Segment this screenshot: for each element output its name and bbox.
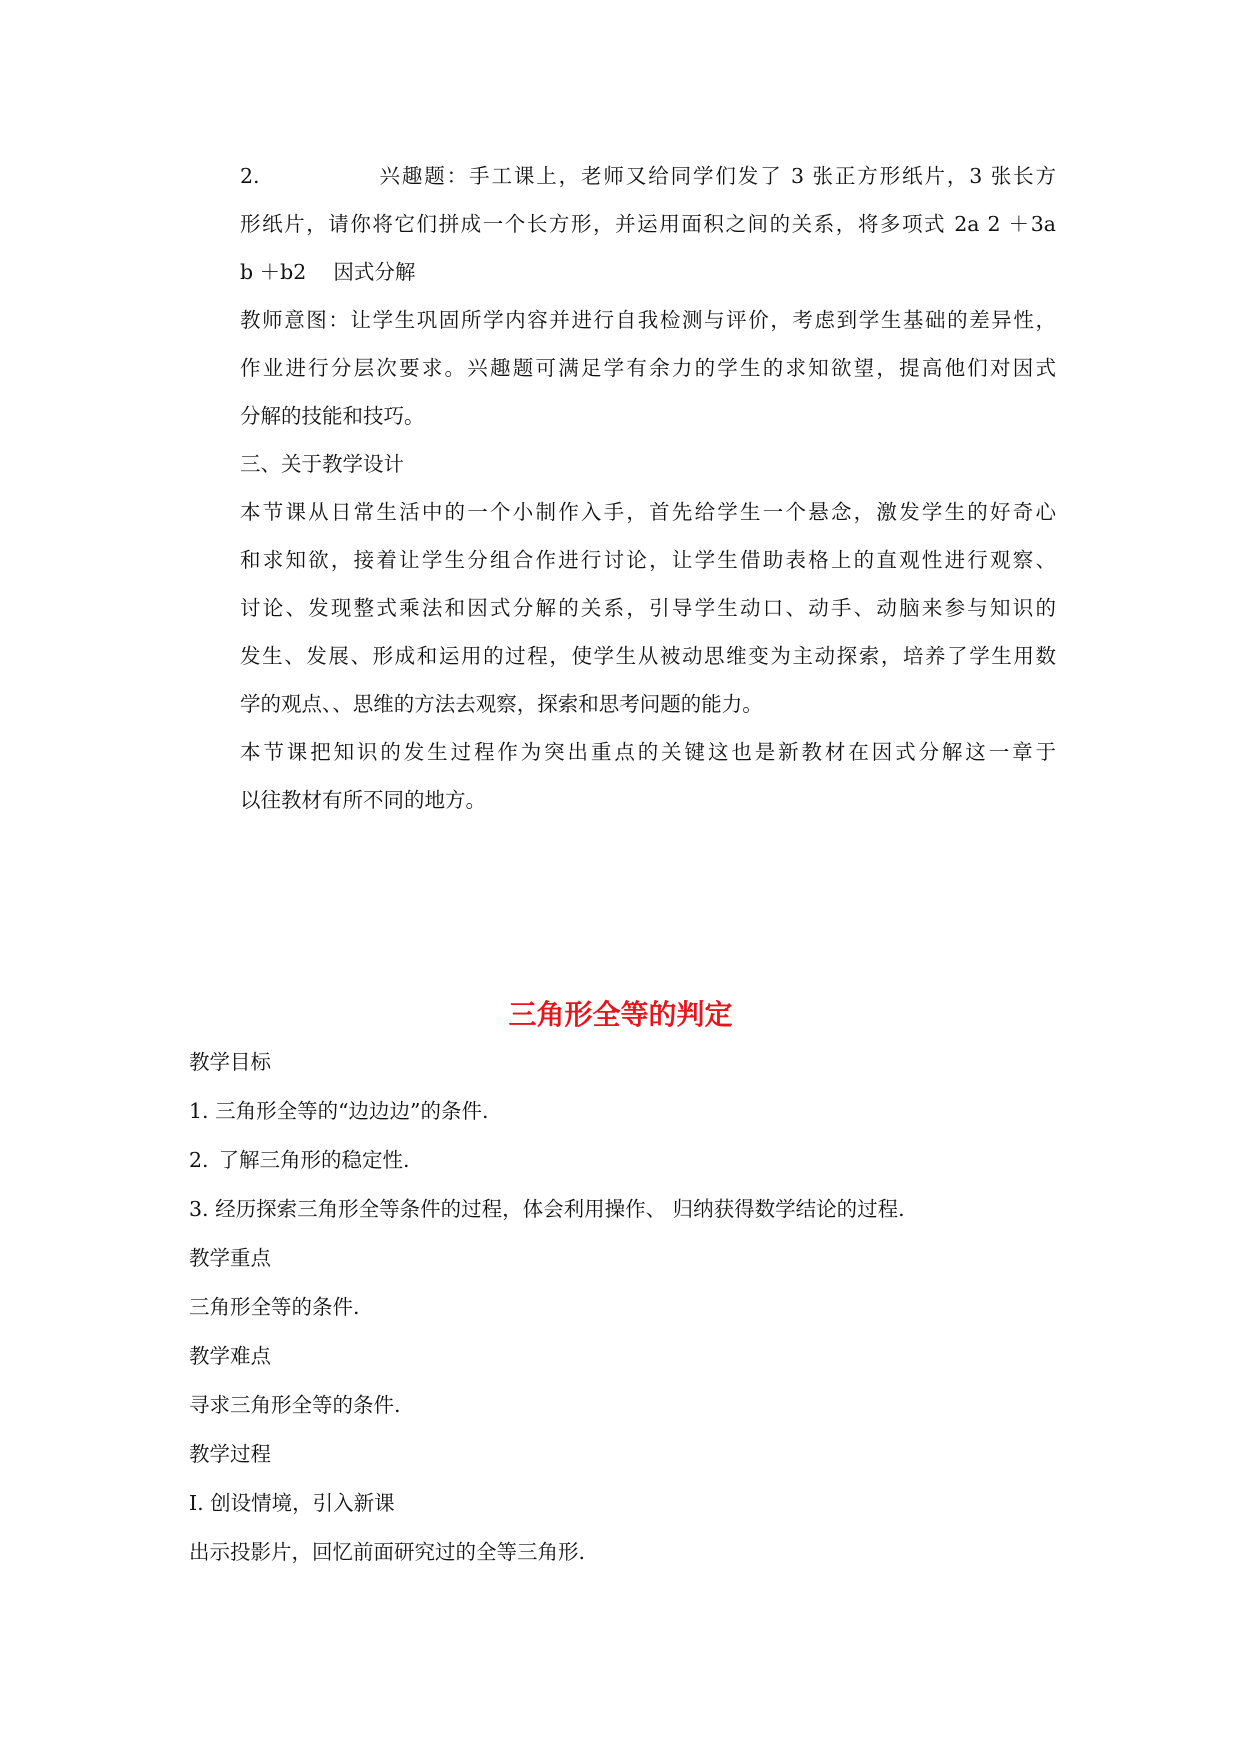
goal-1: 1. 三角形全等的“边边边”的条件. <box>189 1099 489 1123</box>
process-heading: 教学过程 <box>189 1442 271 1466</box>
step-1-heading: Ⅰ. 创设情境，引入新课 <box>189 1491 395 1515</box>
teacher-intent-line2: 作业进行分层次要求。兴趣题可满足学有余力的学生的求知欲望，提高他们对因式 <box>240 356 1056 380</box>
item2-line1 <box>240 162 1056 190</box>
item2-line3: b ＋b2 因式分解 <box>240 260 416 284</box>
para1-line5: 学的观点、、思维的方法去观察，探索和思考问题的能力。 <box>240 692 763 716</box>
item2-text: 兴趣题：手工课上，老师又给同学们发了 3 张正方形纸片，3 张长方 <box>377 164 1056 188</box>
para1-line2: 和求知欲，接着让学生分组合作进行讨论，让学生借助表格上的直观性进行观察、 <box>240 548 1056 572</box>
goals-heading: 教学目标 <box>189 1050 271 1074</box>
goal-3: 3. 经历探索三角形全等条件的过程，体会利用操作、 归纳获得数学结论的过程. <box>189 1197 905 1221</box>
item2-number: 2. <box>240 164 260 188</box>
para1-line4: 发生、发展、形成和运用的过程，使学生从被动思维变为主动探索，培养了学生用数 <box>240 644 1056 668</box>
key-heading: 教学重点 <box>189 1246 271 1270</box>
goal-2 <box>189 1146 410 1174</box>
para2-line2: 以往教材有所不同的地方。 <box>240 788 486 812</box>
teacher-intent-line3: 分解的技能和技巧。 <box>240 404 425 428</box>
difficult-heading: 教学难点 <box>189 1344 271 1368</box>
page-title: 三角形全等的判定 <box>508 998 733 1031</box>
key-text: 三角形全等的条件. <box>189 1295 360 1319</box>
heading-teaching-design: 三、关于教学设计 <box>240 452 404 476</box>
para1-line1: 本节课从日常生活中的一个小制作入手，首先给学生一个悬念，激发学生的好奇心 <box>240 500 1056 524</box>
para1-line3: 讨论、发现整式乘法和因式分解的关系，引导学生动口、动手、动脑来参与知识的 <box>240 596 1056 620</box>
item2-line2: 形纸片，请你将它们拼成一个长方形，并运用面积之间的关系，将多项式 2a 2 ＋3a <box>240 212 1056 236</box>
goal-2-number: 2. <box>189 1148 209 1172</box>
goal-2-text: 了解三角形的稳定性. <box>218 1148 410 1172</box>
difficult-text: 寻求三角形全等的条件. <box>189 1393 401 1417</box>
para2-line1: 本节课把知识的发生过程作为突出重点的关键这也是新教材在因式分解这一章于 <box>240 740 1056 764</box>
step-1-text: 出示投影片，回忆前面研究过的全等三角形. <box>189 1540 586 1564</box>
teacher-intent-line1: 教师意图：让学生巩固所学内容并进行自我检测与评价，考虑到学生基础的差异性， <box>240 308 1056 332</box>
